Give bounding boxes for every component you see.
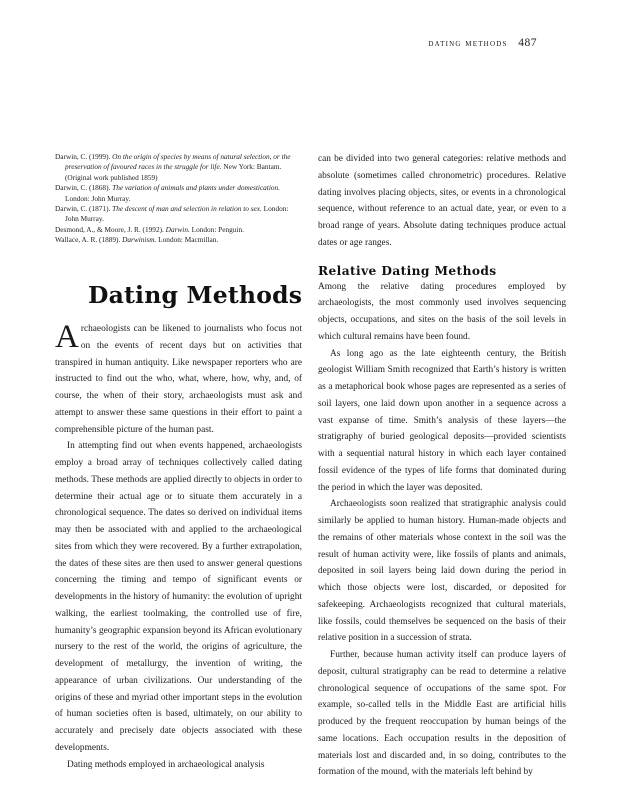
reference-title: Darwin. — [165, 224, 190, 234]
reference-author: Darwin, C. (1868). — [55, 183, 113, 193]
paragraph: As long ago as the late eighteenth century, the British geologist William Smith recognized that Earth’s history is written as a metaphorical book whose pages are represented as a series of soil layers, one laid down upon another in a sequence across a vast expanse of time. Smith’s analysis of these layers—the stratigraphy of buried geological deposits—provided scientists with a sequential natural history in which each layer contained fossil evidence of the types of life forms that dominated during the period in which the layer was deposited. — [318, 348, 566, 493]
paragraph: Among the relative dating procedures employed by archaeologists, the most commonly used involves sequencing objects, occupations, and sites on the basis of the soil levels in which cultural remains have been found. — [318, 281, 566, 342]
running-head — [428, 37, 537, 49]
reference-publisher: London: John Murray. — [65, 193, 131, 203]
drop-cap: A — [55, 319, 79, 355]
left-column-body — [55, 321, 302, 773]
page-number: 487 — [518, 37, 537, 49]
reference-title: The descent of man and selection in relation to sex. — [112, 204, 262, 214]
reference-title: On the origin of species by means of natural selection, or the preservation of favoured races in the struggle for life. — [65, 152, 291, 172]
reference-author: Desmond, A., & Moore, J. R. (1992). — [55, 224, 166, 234]
reference-item — [55, 235, 302, 245]
paragraph: Dating methods employed in archaeological analysis — [67, 759, 265, 770]
reference-item — [55, 152, 302, 183]
reference-author: Wallace, A. R. (1889). — [55, 235, 123, 245]
reference-publisher: London: John Murray. — [65, 204, 289, 224]
paragraph-text: rchaeologists can be likened to journalists who focus not on the events of recent days but on activities that transpired in human antiquity. Like newspaper reporters who are instructed to find out the who, what, where, how, why, and, of course, the when of their story, archaeologists must ask and attempt to answer these same questions in their effort to paint a comprehensible picture of the human past. — [55, 324, 302, 435]
reference-author: Darwin, C. (1999). — [55, 152, 113, 161]
reference-title: The variation of animals and plants under domestication. — [112, 183, 280, 193]
reference-publisher: London: Penguin. — [189, 224, 244, 234]
reference-list — [55, 152, 302, 246]
section-heading: Relative Dating Methods — [318, 263, 497, 278]
reference-publisher: London: Macmillan. — [156, 235, 219, 245]
article-title: Dating Methods — [88, 281, 303, 309]
running-head-title: dating methods — [428, 38, 508, 49]
reference-item — [55, 204, 302, 225]
paragraph: Archaeologists soon realized that stratigraphic analysis could similarly be applied to human history. Human-made objects and the remains of other materials whose context in the soil was the result of human activity were, like fossils of plants and animals, deposited in soil layers being laid down during the period in which those objects were lost, discarded, or deposited for safekeeping. Archaeologists recognized that cultural materials, like fossils, could themselves be sequenced on the basis of their relative position in a succession of strata. — [318, 499, 566, 644]
paragraph — [55, 321, 302, 438]
paragraph: can be divided into two general categories: relative methods and absolute (sometimes called chronometric) procedures. Relative dating involves placing objects, sites, or events in a chronological sequence, without reference to an actual date, year, or even to a broad range of years. Absolute dating techniques produce actual dates or age ranges. — [318, 154, 566, 248]
reference-publisher: New York: Bantam. (Original work published 1859) — [65, 162, 282, 182]
reference-author: Darwin, C. (1871). — [55, 204, 113, 214]
reference-item — [55, 225, 302, 235]
reference-item — [55, 183, 302, 204]
right-column-body — [318, 151, 566, 781]
paragraph: Further, because human activity itself can produce layers of deposit, cultural stratigraphy can be read to determine a relative chronological sequence of occupations of the same spot. For example, so-called tells in the Middle East are artificial hills produced by the frequent reoccupation by human beings of the same locations. Each occupation results in the deposition of materials lost and discarded and, in so doing, contributes to the formation of the mound, with the materials left behind by — [318, 650, 566, 778]
reference-title: Darwinism. — [122, 235, 157, 245]
paragraph: In attempting find out when events happened, archaeologists employ a broad array of techniques collectively called dating methods. These methods are applied directly to objects in order to determine their actual age or to situate them accurately in a chronological sequence. The dates so derived on individual items may then be associated with and applied to the archaeological sites from which they were recovered. By a further extrapolation, the dates of these sites are then used to answer general questions concerning the timing and tempo of significant events or developments in the history of humanity: the evolution of upright walking, the earliest toolmaking, the controlled use of fire, humanity’s geographic expansion beyond its African evolutionary nursery to the rest of the world, the origins of agriculture, the development of metallurgy, the invention of writing, the appearance of urban civilizations. Our understanding of the origins of these and myriad other important steps in the evolution of human societies often is based, ultimately, on our ability to accurately and precisely date objects associated with these developments. — [55, 441, 302, 753]
